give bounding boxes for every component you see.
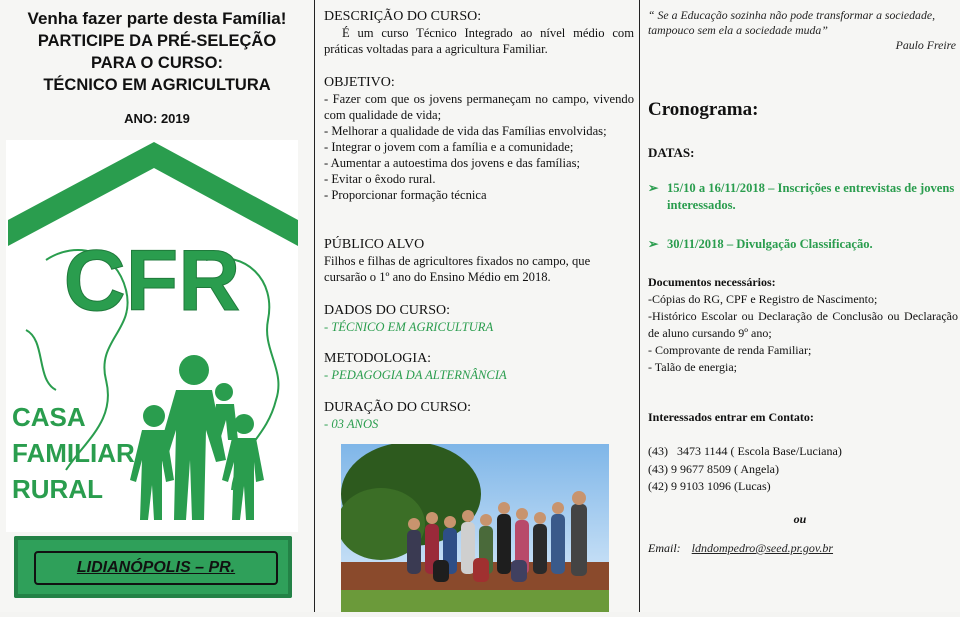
callout-line: PARA O CURSO:	[91, 54, 223, 72]
document-item: - Comprovante de renda Familiar;	[648, 343, 812, 357]
section-text: Filhos e filhas de agricultores fixados no campo, que cursarão o 1º ano do Ensino Médio em 2018.	[324, 254, 591, 284]
logo-acronym: CFR	[63, 233, 241, 329]
cfr-logo-graphic	[6, 140, 298, 532]
course-year: ANO: 2019	[124, 111, 190, 126]
email-row	[648, 541, 833, 556]
section-text: É um curso Técnico Integrado ao nível médio com práticas voltadas para a agricultura Familiar.	[324, 26, 634, 56]
figure-body	[130, 430, 174, 520]
figure-head	[143, 405, 165, 427]
objective-item: - Fazer com que os jovens permaneçam no campo, vivendo com qualidade de vida;	[324, 92, 634, 122]
section-duration	[324, 399, 634, 432]
email-label: Email:	[648, 541, 681, 555]
email-link[interactable]: ldndompedro@seed.pr.gov.br	[691, 541, 834, 555]
objective-item: - Integrar o jovem com a família e a comunidade;	[324, 140, 574, 154]
group-photo-graphic	[341, 444, 609, 612]
date-text: 30/11/2018 – Divulgação Classificação.	[667, 237, 873, 251]
arrow-bullet-icon: ➢	[648, 237, 659, 251]
section-title: METODOLOGIA:	[324, 351, 432, 366]
document-item: - Talão de energia;	[648, 360, 738, 374]
phone-item: (43) 3473 1144 ( Escola Base/Luciana)	[648, 444, 842, 458]
contact-title: Interessados entrar em Contato:	[648, 410, 814, 424]
logo-word: RURAL	[12, 474, 103, 504]
figure-body	[222, 438, 264, 520]
phone-list	[648, 443, 842, 496]
city-name: LIDIANÓPOLIS – PR.	[34, 551, 278, 585]
document-item: -Histórico Escolar ou Declaração de Conclusão ou Declaração de aluno cursando 9º ano;	[648, 309, 958, 340]
headline: Venha fazer parte desta Família!	[27, 9, 287, 28]
section-description	[324, 8, 634, 57]
section-objective	[324, 74, 634, 203]
course-callout	[0, 30, 314, 96]
objective-item: - Melhorar a qualidade de vida das Famílias envolvidas;	[324, 124, 607, 138]
middle-panel	[314, 0, 640, 612]
document-item: -Cópias do RG, CPF e Registro de Nascimento;	[648, 292, 878, 306]
section-value: - TÉCNICO EM AGRICULTURA	[324, 320, 494, 334]
cfr-logo	[6, 140, 298, 532]
documents-title: Documentos necessários:	[648, 275, 776, 289]
map-outline	[26, 330, 56, 390]
figure-head	[215, 383, 233, 401]
section-methodology	[324, 350, 634, 383]
callout-line: PARTICIPE DA PRÉ-SELEÇÃO	[37, 32, 277, 50]
date-item	[648, 236, 956, 253]
phone-item: (43) 9 9677 8509 ( Angela)	[648, 461, 779, 476]
section-title: DURAÇÃO DO CURSO:	[324, 400, 472, 415]
date-item	[648, 180, 956, 214]
photo-grass	[341, 590, 609, 612]
left-panel	[0, 0, 314, 612]
section-title: PÚBLICO ALVO	[324, 237, 425, 252]
schedule-title: Cronograma:	[648, 99, 759, 120]
dates-label: DATAS:	[648, 145, 695, 160]
section-value: - 03 ANOS	[324, 417, 379, 431]
roof-shape	[8, 142, 298, 246]
figure-body	[212, 404, 238, 440]
date-text: 15/10 a 16/11/2018 – Inscrições e entrevistas de jovens interessados.	[667, 181, 955, 212]
logo-word: FAMILIAR	[12, 438, 135, 468]
phone-item: (42) 9 9103 1096 (Lucas)	[648, 479, 771, 493]
family-figures	[130, 355, 264, 520]
section-value: - PEDAGOGIA DA ALTERNÂNCIA	[324, 368, 507, 382]
section-course-data	[324, 302, 634, 335]
logo-word: CASA	[12, 402, 86, 432]
objective-item: - Aumentar a autoestima dos jovens e das famílias;	[324, 156, 581, 170]
section-title: OBJETIVO:	[324, 75, 395, 90]
callout-line: TÉCNICO EM AGRICULTURA	[43, 76, 271, 94]
objective-item: - Evitar o êxodo rural.	[324, 172, 436, 186]
figure-head	[234, 414, 254, 434]
figure-head	[179, 355, 209, 385]
section-audience	[324, 236, 634, 285]
right-panel	[640, 0, 960, 612]
or-separator: ou	[793, 512, 807, 526]
quote-author: Paulo Freire	[895, 38, 956, 52]
section-title: DADOS DO CURSO:	[324, 303, 451, 318]
freire-quote: “ Se a Educação sozinha não pode transformar a sociedade, tampouco sem ela a sociedade muda”	[648, 8, 936, 37]
arrow-bullet-icon: ➢	[648, 181, 659, 195]
objective-item: - Proporcionar formação técnica	[324, 188, 487, 202]
documents-section	[648, 274, 958, 376]
section-title: DESCRIÇÃO DO CURSO:	[324, 9, 482, 24]
group-photo	[341, 444, 609, 612]
